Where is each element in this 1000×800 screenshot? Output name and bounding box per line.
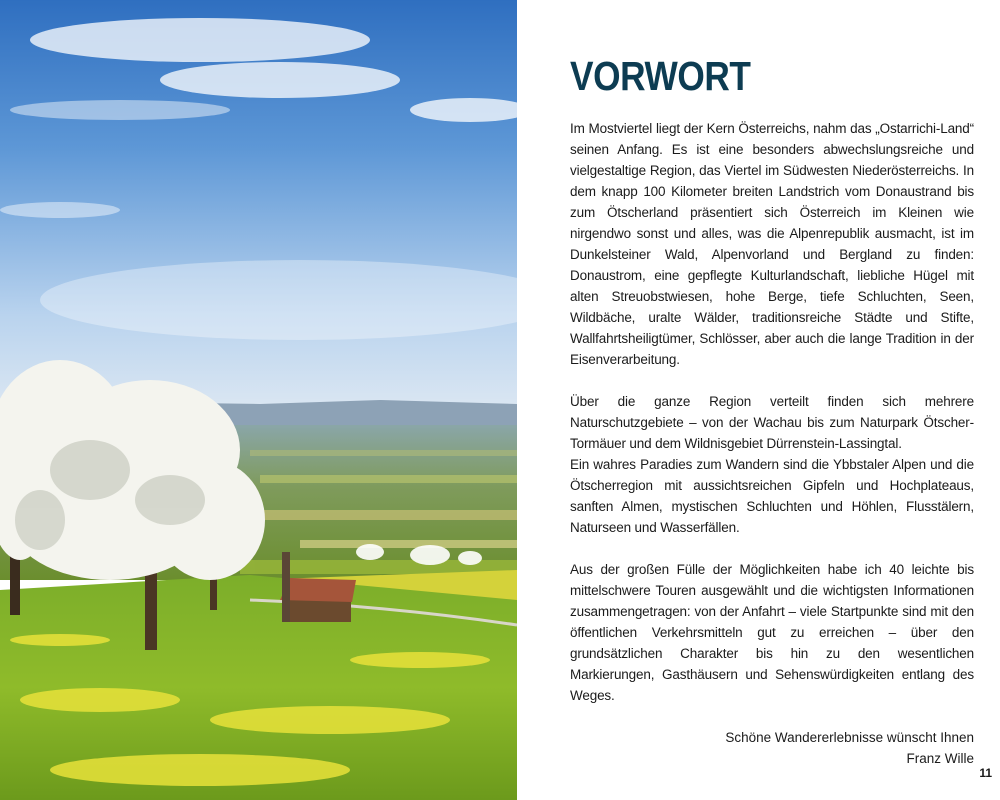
- text-column: [570, 52, 974, 769]
- signoff-author: Franz Wille: [906, 751, 974, 766]
- signoff-greeting: Schöne Wandererlebnisse wünscht Ihnen: [725, 730, 974, 745]
- paragraph-intro: Im Mostviertel liegt der Kern Österreichs, nahm das „Ostarrichi-Land“ seinen Anfang. Es ist eine besonders abwechslungsreiche und vielgestaltige Region, das Viertel im Südwesten Niederösterreichs. In dem knapp 100 Kilometer breiten Landstrich vom Donaustrand bis zum Ötscherland präsentiert sich Österreich im Kleinen wie nirgendwo sonst und alles, was die Alpenrepublik ausmacht, ist im Dunkelsteiner Wald, Alpenvorland und Bergland zu finden: Donaustrom, eine gepflegte Kulturlandschaft, liebliche Hügel mit alten Streuobstwiesen, hohe Berge, tiefe Schluchten, Seen, Wildbäche, uralte Wälder, traditionsreiche Städte und Stifte, Wallfahrtsheiligtümer, Schlösser, aber auch die lange Tradition in der Eisenverarbeitung.: [570, 121, 974, 367]
- signoff: [570, 727, 974, 769]
- paragraph-hiking-paradise: Ein wahres Paradies zum Wandern sind die Ybbstaler Alpen und die Ötscherregion mit aussichtsreichen Gipfeln und Hochplateaus, sanften Almen, mystischen Schluchten und Höhlen, Flusstälern, Naturseen und Wasserfällen.: [570, 457, 974, 535]
- paragraph-tours: Aus der großen Fülle der Möglichkeiten habe ich 40 leichte bis mittelschwere Touren ausgewählt und die wichtigsten Informationen zusammengetragen: von der Anfahrt – viele Startpunkte sind mit den öffentlichen Verkehrsmitteln gut zu erreichen – über den grundsätzlichen Charakter bis hin zu den wesentlichen Markierungen, Gasthäusern und Sehenswürdigkeiten entlang des Weges.: [570, 562, 974, 703]
- paragraph-nature-reserves: Über die ganze Region verteilt finden sich mehrere Naturschutzgebiete – von der Wachau bis zum Naturpark Ötscher-Tormäuer und dem Wildnisgebiet Dürrenstein-Lassingtal.: [570, 394, 974, 451]
- page-title: VORWORT: [570, 53, 751, 99]
- page-number: 11: [979, 766, 992, 780]
